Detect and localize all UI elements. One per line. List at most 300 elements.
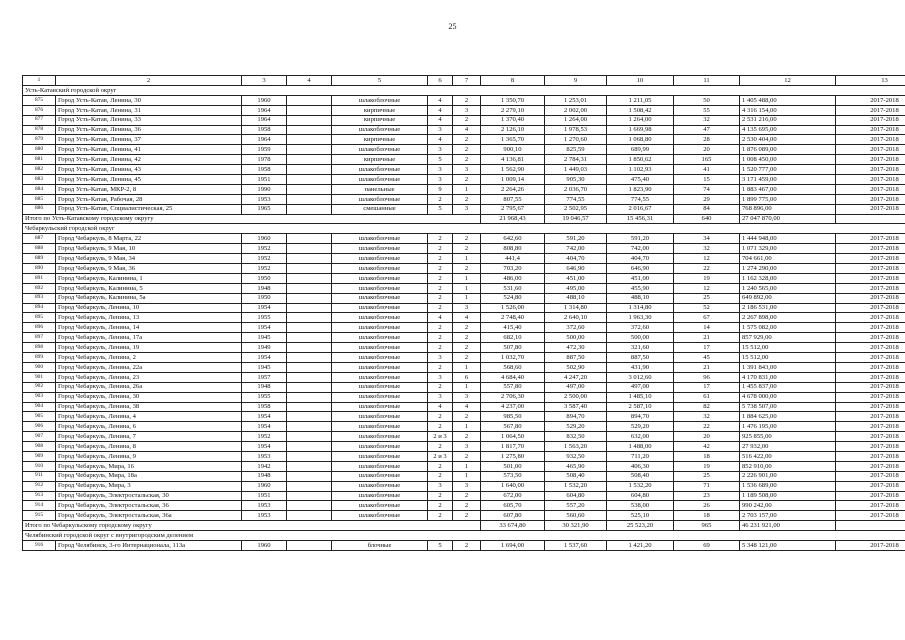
cell-col-4 xyxy=(287,175,332,185)
cell-col-13: 2017-2018 xyxy=(836,95,905,105)
cell-col-13: 2017-2018 xyxy=(836,115,905,125)
cell-col-5: шлакоблочные xyxy=(332,165,428,175)
cell-col-12: 2 531 216,00 xyxy=(740,115,836,125)
cell-col-9: 502,90 xyxy=(545,362,607,372)
table-body xyxy=(23,76,905,551)
cell-col-2: Город Чебаркуль, Ленина, 38 xyxy=(56,402,242,412)
cell-col-7: 1 xyxy=(453,273,481,283)
cell-col-8: 531,60 xyxy=(481,283,545,293)
cell-col-7: 3 xyxy=(453,204,481,214)
cell-col-4 xyxy=(287,264,332,274)
cell-col-9: 500,00 xyxy=(545,333,607,343)
cell-col-11: 47 xyxy=(674,125,740,135)
table-row xyxy=(23,283,905,293)
cell-col-13: 2017-2018 xyxy=(836,372,905,382)
section-header-row xyxy=(23,531,905,541)
col-number-11: 11 xyxy=(674,76,740,86)
cell-col-4 xyxy=(287,254,332,264)
cell-col-7: 2 xyxy=(453,234,481,244)
cell-col-11: 20 xyxy=(674,145,740,155)
cell-col-8: 1 640,00 xyxy=(481,481,545,491)
cell-col-7: 3 xyxy=(453,481,481,491)
cell-col-4 xyxy=(287,293,332,303)
table-row xyxy=(23,442,905,452)
cell-col-11: 22 xyxy=(674,422,740,432)
cell-col-8: 985,50 xyxy=(481,412,545,422)
cell-col-12: 3 171 459,00 xyxy=(740,175,836,185)
cell-col-13: 2017-2018 xyxy=(836,491,905,501)
cell-col-2: Город Чебаркуль, Ленина, 13 xyxy=(56,313,242,323)
cell-col-11: 29 xyxy=(674,194,740,204)
cell-col-12: 1 444 948,00 xyxy=(740,234,836,244)
cell-col-5: шлакоблочные xyxy=(332,412,428,422)
cell-col-2: Город Чебаркуль, Калинина, 5а xyxy=(56,293,242,303)
total-c11: 640 xyxy=(674,214,740,224)
cell-col-10: 372,60 xyxy=(607,323,674,333)
cell-col-11: 19 xyxy=(674,273,740,283)
cell-col-13: 2017-2018 xyxy=(836,382,905,392)
cell-col-12: 1 071 329,00 xyxy=(740,244,836,254)
table-row xyxy=(23,412,905,422)
cell-col-7: 2 xyxy=(453,501,481,511)
cell-col-5: шлакоблочные xyxy=(332,283,428,293)
cell-col-5: шлакоблочные xyxy=(332,471,428,481)
cell-col-3: 1952 xyxy=(242,244,287,254)
cell-col-5: шлакоблочные xyxy=(332,382,428,392)
cell-col-12: 1 391 843,00 xyxy=(740,362,836,372)
cell-col-2: Город Чебаркуль, Ленина, 2 xyxy=(56,353,242,363)
cell-col-12: 1 008 450,00 xyxy=(740,155,836,165)
table-row xyxy=(23,293,905,303)
cell-col-6: 3 xyxy=(428,481,453,491)
cell-col-8: 807,55 xyxy=(481,194,545,204)
cell-col-3: 1948 xyxy=(242,382,287,392)
cell-col-6: 2 и 3 xyxy=(428,451,453,461)
cell-col-12: 1 536 689,00 xyxy=(740,481,836,491)
cell-col-3: 1950 xyxy=(242,293,287,303)
cell-col-10: 2 587,10 xyxy=(607,402,674,412)
cell-col-1: 885 xyxy=(23,194,56,204)
cell-col-7: 1 xyxy=(453,422,481,432)
table-row xyxy=(23,422,905,432)
col-number-8: 8 xyxy=(481,76,545,86)
cell-col-8: 703,20 xyxy=(481,264,545,274)
cell-col-4 xyxy=(287,313,332,323)
cell-col-3: 1945 xyxy=(242,333,287,343)
cell-col-2: Город Чебаркуль, Электростальская, 30 xyxy=(56,491,242,501)
table-row xyxy=(23,511,905,521)
cell-col-6: 2 xyxy=(428,254,453,264)
cell-col-1: 916 xyxy=(23,540,56,550)
cell-col-9: 472,30 xyxy=(545,343,607,353)
table-row xyxy=(23,540,905,550)
cell-col-11: 32 xyxy=(674,412,740,422)
cell-col-1: 894 xyxy=(23,303,56,313)
total-c10: 15 456,31 xyxy=(607,214,674,224)
table-row xyxy=(23,234,905,244)
cell-col-10: 497,00 xyxy=(607,382,674,392)
cell-col-2: Город Чебаркуль, Электростальская, 36а xyxy=(56,511,242,521)
cell-col-13: 2017-2018 xyxy=(836,422,905,432)
cell-col-1: 910 xyxy=(23,461,56,471)
cell-col-4 xyxy=(287,155,332,165)
cell-col-5: шлакоблочные xyxy=(332,194,428,204)
cell-col-12: 5 738 507,00 xyxy=(740,402,836,412)
cell-col-11: 84 xyxy=(674,204,740,214)
cell-col-4 xyxy=(287,471,332,481)
cell-col-12: 27 932,00 xyxy=(740,442,836,452)
cell-col-8: 607,80 xyxy=(481,511,545,521)
cell-col-7: 2 xyxy=(453,343,481,353)
total-c9: 30 321,90 xyxy=(545,521,607,531)
cell-col-8: 524,80 xyxy=(481,293,545,303)
cell-col-7: 1 xyxy=(453,362,481,372)
cell-col-9: 825,59 xyxy=(545,145,607,155)
cell-col-9: 774,55 xyxy=(545,194,607,204)
cell-col-4 xyxy=(287,451,332,461)
cell-col-3: 1952 xyxy=(242,432,287,442)
cell-col-1: 891 xyxy=(23,273,56,283)
cell-col-4 xyxy=(287,145,332,155)
cell-col-3: 1945 xyxy=(242,362,287,372)
cell-col-8: 1 275,80 xyxy=(481,451,545,461)
cell-col-13: 2017-2018 xyxy=(836,323,905,333)
cell-col-12: 1 162 328,00 xyxy=(740,273,836,283)
cell-col-10: 711,20 xyxy=(607,451,674,461)
table-row xyxy=(23,333,905,343)
cell-col-8: 682,10 xyxy=(481,333,545,343)
cell-col-11: 32 xyxy=(674,115,740,125)
cell-col-13: 2017-2018 xyxy=(836,105,905,115)
col-number-7: 7 xyxy=(453,76,481,86)
cell-col-12: 1 876 089,00 xyxy=(740,145,836,155)
cell-col-5: блочные xyxy=(332,540,428,550)
cell-col-2: Город Усть-Катав, Ленина, 45 xyxy=(56,175,242,185)
cell-col-9: 1 537,60 xyxy=(545,540,607,550)
cell-col-5: шлакоблочные xyxy=(332,254,428,264)
col-number-1: 1 xyxy=(23,76,56,86)
cell-col-5: шлакоблочные xyxy=(332,303,428,313)
cell-col-2: Город Усть-Катав, Социалистическая, 25 xyxy=(56,204,242,214)
table-row xyxy=(23,125,905,135)
table-row xyxy=(23,273,905,283)
cell-col-4 xyxy=(287,333,332,343)
cell-col-12: 1 476 195,00 xyxy=(740,422,836,432)
cell-col-6: 5 xyxy=(428,204,453,214)
cell-col-12: 1 405 488,00 xyxy=(740,95,836,105)
cell-col-4 xyxy=(287,115,332,125)
cell-col-9: 832,50 xyxy=(545,432,607,442)
cell-col-10: 887,50 xyxy=(607,353,674,363)
cell-col-12: 990 242,00 xyxy=(740,501,836,511)
total-c12: 46 231 921,00 xyxy=(740,521,836,531)
cell-col-7: 2 xyxy=(453,323,481,333)
cell-col-1: 912 xyxy=(23,481,56,491)
cell-col-7: 2 xyxy=(453,333,481,343)
cell-col-9: 1 253,01 xyxy=(545,95,607,105)
cell-col-13: 2017-2018 xyxy=(836,471,905,481)
cell-col-4 xyxy=(287,362,332,372)
cell-col-9: 495,00 xyxy=(545,283,607,293)
cell-col-1: 901 xyxy=(23,372,56,382)
cell-col-10: 538,00 xyxy=(607,501,674,511)
cell-col-11: 55 xyxy=(674,105,740,115)
total-row xyxy=(23,521,905,531)
cell-col-13: 2017-2018 xyxy=(836,254,905,264)
cell-col-13: 2017-2018 xyxy=(836,432,905,442)
cell-col-13: 2017-2018 xyxy=(836,333,905,343)
cell-col-4 xyxy=(287,412,332,422)
cell-col-1: 881 xyxy=(23,155,56,165)
cell-col-6: 2 xyxy=(428,303,453,313)
cell-col-13: 2017-2018 xyxy=(836,293,905,303)
cell-col-8: 1 350,70 xyxy=(481,95,545,105)
cell-col-13: 2017-2018 xyxy=(836,204,905,214)
cell-col-11: 22 xyxy=(674,264,740,274)
cell-col-9: 465,90 xyxy=(545,461,607,471)
cell-col-5: шлакоблочные xyxy=(332,343,428,353)
table-row xyxy=(23,175,905,185)
cell-col-7: 1 xyxy=(453,471,481,481)
cell-col-11: 67 xyxy=(674,313,740,323)
cell-col-8: 568,60 xyxy=(481,362,545,372)
cell-col-10: 404,70 xyxy=(607,254,674,264)
cell-col-11: 23 xyxy=(674,491,740,501)
total-empty-cell xyxy=(836,521,905,531)
cell-col-9: 451,00 xyxy=(545,273,607,283)
cell-col-11: 74 xyxy=(674,184,740,194)
cell-col-7: 1 xyxy=(453,461,481,471)
table-row xyxy=(23,165,905,175)
table-row xyxy=(23,451,905,461)
total-label: Итого по Усть-Катавскому городскому округу xyxy=(23,214,481,224)
cell-col-11: 71 xyxy=(674,481,740,491)
cell-col-13: 2017-2018 xyxy=(836,540,905,550)
cell-col-12: 857 929,00 xyxy=(740,333,836,343)
cell-col-5: шлакоблочные xyxy=(332,145,428,155)
cell-col-9: 1 563,20 xyxy=(545,442,607,452)
cell-col-7: 2 xyxy=(453,451,481,461)
cell-col-6: 9 xyxy=(428,184,453,194)
cell-col-11: 165 xyxy=(674,155,740,165)
cell-col-6: 3 xyxy=(428,372,453,382)
total-c12: 27 047 870,00 xyxy=(740,214,836,224)
cell-col-13: 2017-2018 xyxy=(836,303,905,313)
cell-col-5: шлакоблочные xyxy=(332,293,428,303)
cell-col-12: 5 348 121,00 xyxy=(740,540,836,550)
cell-col-4 xyxy=(287,303,332,313)
cell-col-10: 646,90 xyxy=(607,264,674,274)
cell-col-7: 2 xyxy=(453,511,481,521)
cell-col-1: 905 xyxy=(23,412,56,422)
cell-col-3: 1953 xyxy=(242,511,287,521)
cell-col-2: Город Чебаркуль, Ленина, 30 xyxy=(56,392,242,402)
table-row xyxy=(23,264,905,274)
cell-col-5: шлакоблочные xyxy=(332,422,428,432)
cell-col-4 xyxy=(287,165,332,175)
cell-col-9: 646,90 xyxy=(545,264,607,274)
cell-col-11: 19 xyxy=(674,461,740,471)
cell-col-7: 2 xyxy=(453,115,481,125)
cell-col-1: 892 xyxy=(23,283,56,293)
cell-col-7: 2 xyxy=(453,175,481,185)
cell-col-4 xyxy=(287,323,332,333)
col-number-12: 12 xyxy=(740,76,836,86)
cell-col-2: Город Чебаркуль, Калинина, 1 xyxy=(56,273,242,283)
cell-col-2: Город Усть-Катав, Ленина, 41 xyxy=(56,145,242,155)
col-number-13: 13 xyxy=(836,76,905,86)
table-row xyxy=(23,244,905,254)
cell-col-6: 2 xyxy=(428,422,453,432)
cell-col-8: 1 064,50 xyxy=(481,432,545,442)
cell-col-8: 486,00 xyxy=(481,273,545,283)
cell-col-8: 2 126,10 xyxy=(481,125,545,135)
cell-col-1: 899 xyxy=(23,353,56,363)
cell-col-8: 672,00 xyxy=(481,491,545,501)
cell-col-6: 2 xyxy=(428,461,453,471)
cell-col-6: 3 xyxy=(428,125,453,135)
cell-col-6: 5 xyxy=(428,540,453,550)
cell-col-7: 2 xyxy=(453,412,481,422)
cell-col-6: 2 xyxy=(428,194,453,204)
cell-col-13: 2017-2018 xyxy=(836,501,905,511)
cell-col-5: кирпичные xyxy=(332,135,428,145)
cell-col-7: 2 xyxy=(453,244,481,254)
housing-register-table xyxy=(22,75,905,551)
cell-col-10: 632,00 xyxy=(607,432,674,442)
table-row xyxy=(23,194,905,204)
col-number-9: 9 xyxy=(545,76,607,86)
table-row xyxy=(23,402,905,412)
cell-col-4 xyxy=(287,125,332,135)
cell-col-13: 2017-2018 xyxy=(836,362,905,372)
section-header-row xyxy=(23,86,905,96)
cell-col-2: Город Чебаркуль, 9 Мая, 10 xyxy=(56,244,242,254)
table-row xyxy=(23,461,905,471)
table-row xyxy=(23,115,905,125)
cell-col-4 xyxy=(287,540,332,550)
cell-col-7: 3 xyxy=(453,442,481,452)
total-c10: 25 523,20 xyxy=(607,521,674,531)
cell-col-8: 1 817,70 xyxy=(481,442,545,452)
cell-col-9: 2 502,95 xyxy=(545,204,607,214)
cell-col-3: 1951 xyxy=(242,491,287,501)
total-row xyxy=(23,214,905,224)
cell-col-6: 2 xyxy=(428,471,453,481)
cell-col-13: 2017-2018 xyxy=(836,165,905,175)
cell-col-10: 321,60 xyxy=(607,343,674,353)
cell-col-11: 15 xyxy=(674,175,740,185)
cell-col-10: 591,20 xyxy=(607,234,674,244)
cell-col-13: 2017-2018 xyxy=(836,273,905,283)
cell-col-6: 3 xyxy=(428,392,453,402)
cell-col-2: Город Чебаркуль, 8 Марта, 22 xyxy=(56,234,242,244)
cell-col-12: 4 170 831,00 xyxy=(740,372,836,382)
cell-col-9: 2 500,00 xyxy=(545,392,607,402)
cell-col-1: 882 xyxy=(23,165,56,175)
cell-col-10: 529,20 xyxy=(607,422,674,432)
table-row xyxy=(23,491,905,501)
cell-col-13: 2017-2018 xyxy=(836,194,905,204)
cell-col-5: шлакоблочные xyxy=(332,511,428,521)
cell-col-8: 2 706,30 xyxy=(481,392,545,402)
cell-col-2: Город Усть-Катав, Ленина, 42 xyxy=(56,155,242,165)
cell-col-2: Город Чебаркуль, Ленина, 23 xyxy=(56,372,242,382)
cell-col-3: 1954 xyxy=(242,323,287,333)
cell-col-13: 2017-2018 xyxy=(836,343,905,353)
cell-col-7: 2 xyxy=(453,540,481,550)
cell-col-10: 1 211,05 xyxy=(607,95,674,105)
cell-col-8: 1 009,14 xyxy=(481,175,545,185)
table-row xyxy=(23,313,905,323)
cell-col-9: 560,60 xyxy=(545,511,607,521)
cell-col-7: 1 xyxy=(453,184,481,194)
cell-col-8: 4 237,00 xyxy=(481,402,545,412)
cell-col-11: 20 xyxy=(674,432,740,442)
table-row xyxy=(23,353,905,363)
cell-col-2: Город Чебаркуль, Мира, 18а xyxy=(56,471,242,481)
cell-col-4 xyxy=(287,461,332,471)
cell-col-5: шлакоблочные xyxy=(332,333,428,343)
cell-col-8: 1 526,00 xyxy=(481,303,545,313)
cell-col-2: Город Усть-Катав, Ленина, 43 xyxy=(56,165,242,175)
cell-col-13: 2017-2018 xyxy=(836,481,905,491)
cell-col-4 xyxy=(287,481,332,491)
cell-col-2: Город Чебаркуль, Ленина, 8 xyxy=(56,442,242,452)
cell-col-8: 501,00 xyxy=(481,461,545,471)
cell-col-4 xyxy=(287,194,332,204)
cell-col-6: 3 xyxy=(428,165,453,175)
cell-col-12: 516 422,00 xyxy=(740,451,836,461)
cell-col-9: 591,20 xyxy=(545,234,607,244)
cell-col-3: 1965 xyxy=(242,204,287,214)
cell-col-11: 50 xyxy=(674,95,740,105)
table-row xyxy=(23,501,905,511)
table-row xyxy=(23,204,905,214)
cell-col-12: 768 896,00 xyxy=(740,204,836,214)
cell-col-8: 2 795,67 xyxy=(481,204,545,214)
cell-col-6: 4 xyxy=(428,105,453,115)
cell-col-12: 4 316 154,00 xyxy=(740,105,836,115)
cell-col-11: 17 xyxy=(674,343,740,353)
cell-col-1: 909 xyxy=(23,451,56,461)
cell-col-7: 1 xyxy=(453,293,481,303)
cell-col-13: 2017-2018 xyxy=(836,402,905,412)
cell-col-2: Город Усть-Катав, Ленина, 31 xyxy=(56,105,242,115)
table-row xyxy=(23,95,905,105)
cell-col-10: 774,55 xyxy=(607,194,674,204)
cell-col-9: 557,20 xyxy=(545,501,607,511)
cell-col-10: 2 016,67 xyxy=(607,204,674,214)
cell-col-3: 1958 xyxy=(242,125,287,135)
cell-col-3: 1954 xyxy=(242,442,287,452)
cell-col-6: 5 xyxy=(428,155,453,165)
cell-col-5: шлакоблочные xyxy=(332,125,428,135)
cell-col-10: 1 963,30 xyxy=(607,313,674,323)
cell-col-3: 1948 xyxy=(242,283,287,293)
cell-col-7: 2 xyxy=(453,432,481,442)
table-row xyxy=(23,303,905,313)
cell-col-12: 649 892,00 xyxy=(740,293,836,303)
cell-col-12: 2 267 898,00 xyxy=(740,313,836,323)
cell-col-9: 905,30 xyxy=(545,175,607,185)
cell-col-9: 894,70 xyxy=(545,412,607,422)
cell-col-6: 2 xyxy=(428,244,453,254)
cell-col-10: 604,80 xyxy=(607,491,674,501)
cell-col-9: 372,60 xyxy=(545,323,607,333)
cell-col-13: 2017-2018 xyxy=(836,175,905,185)
cell-col-1: 915 xyxy=(23,511,56,521)
